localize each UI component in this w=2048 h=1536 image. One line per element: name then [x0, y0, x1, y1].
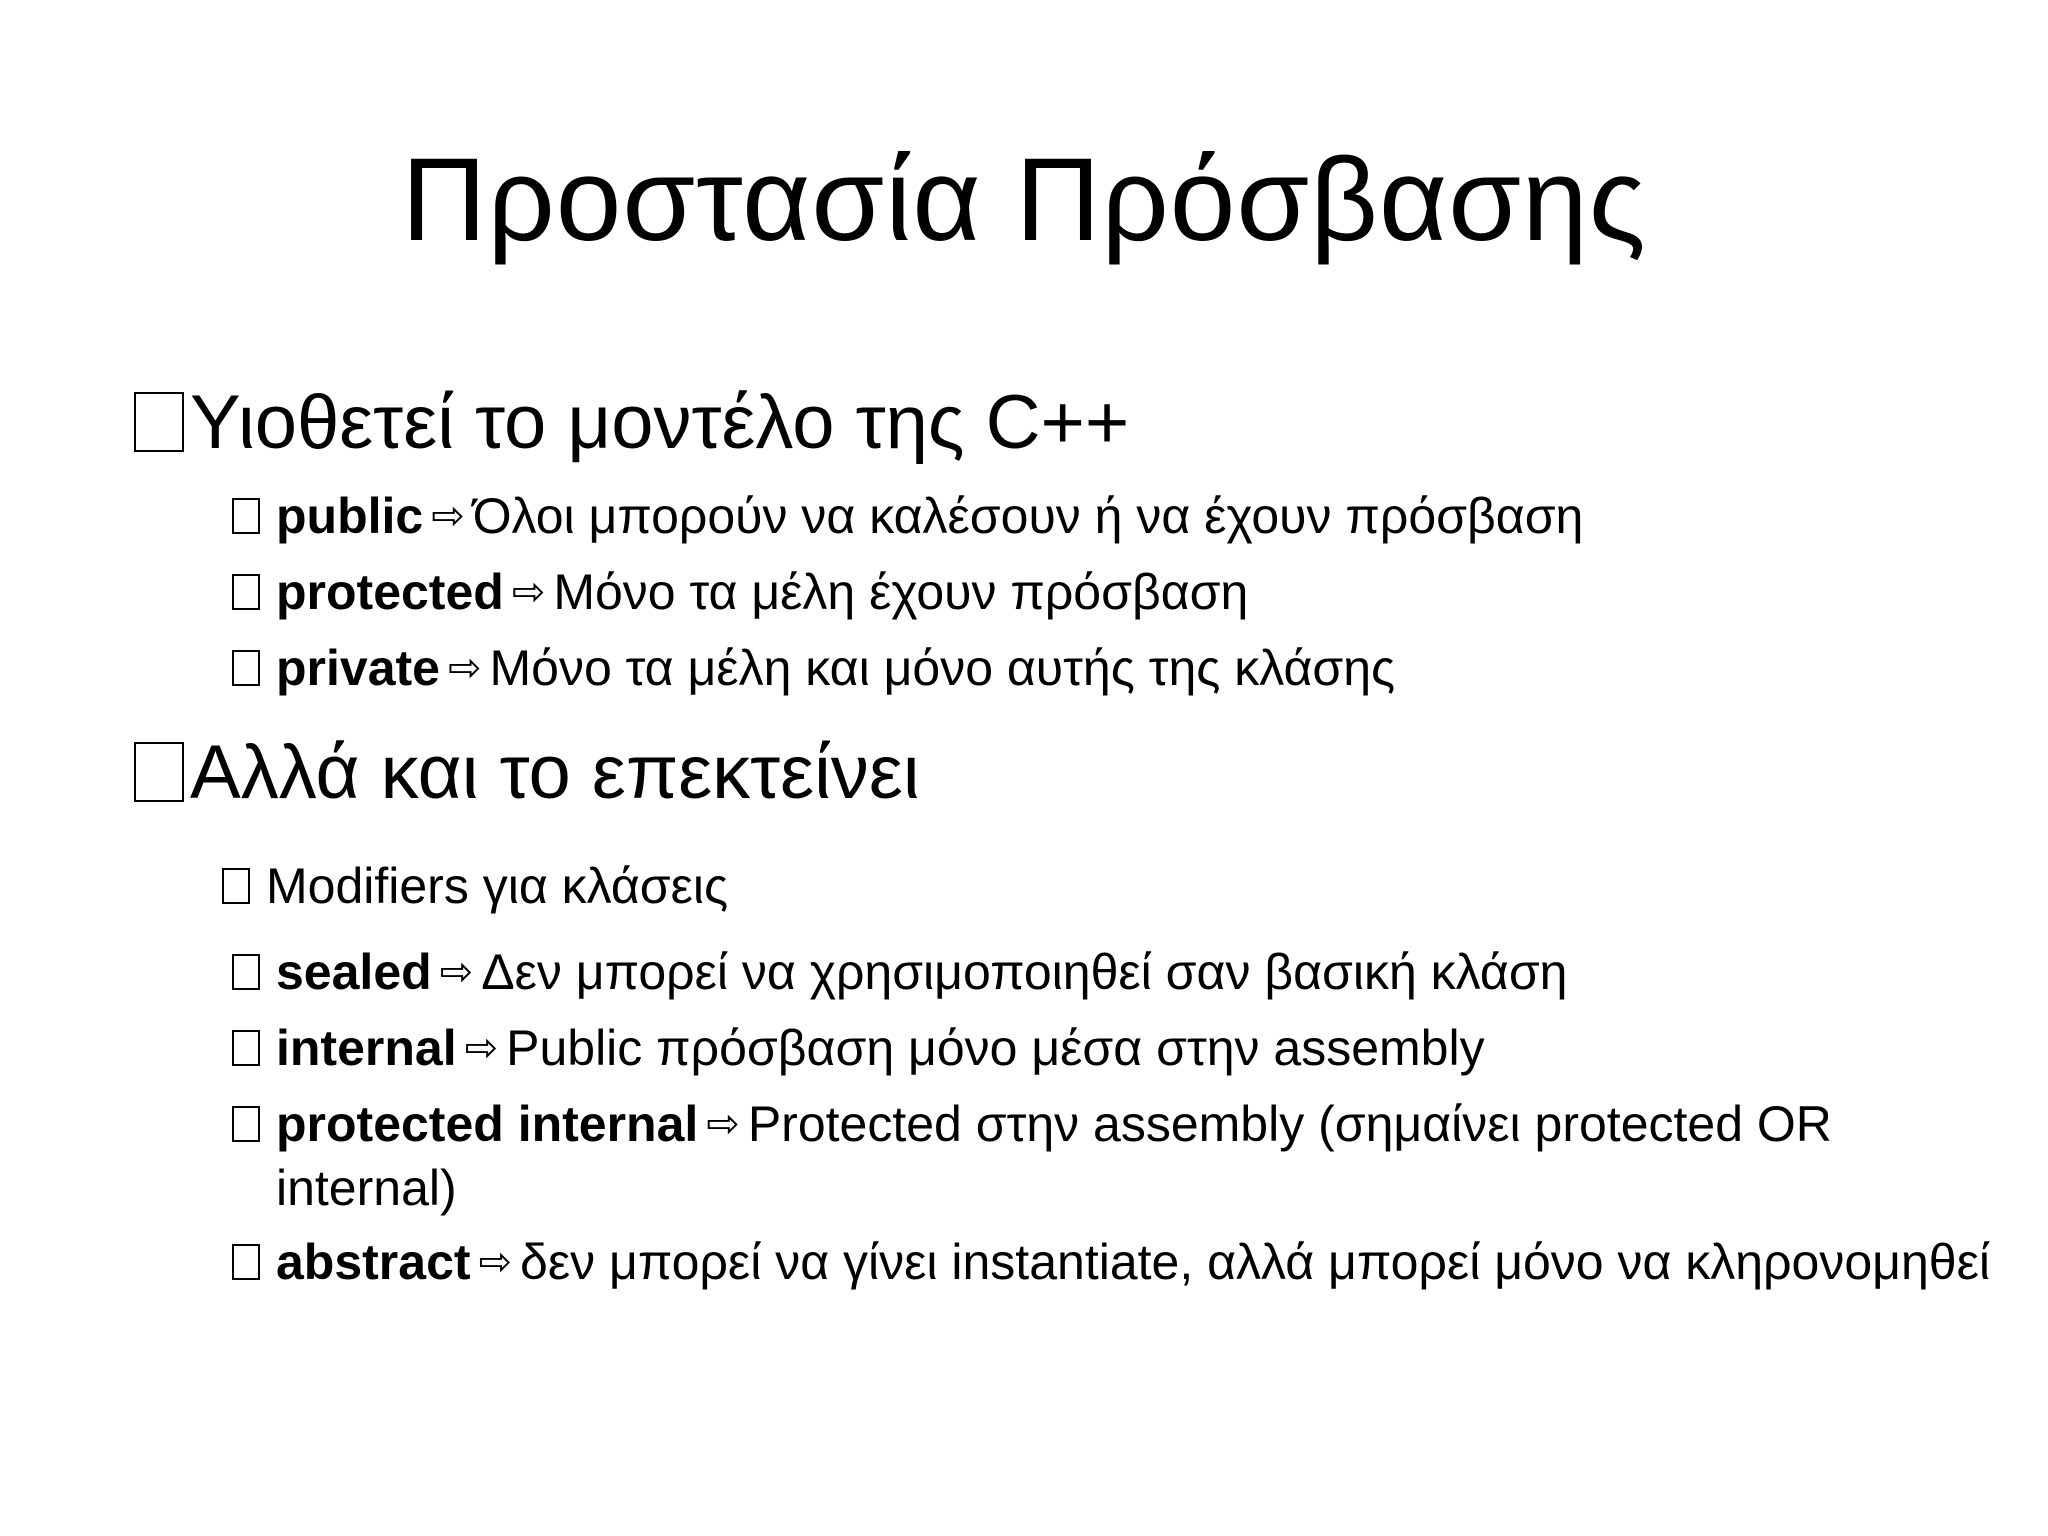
keyword-internal: internal [276, 1020, 457, 1076]
bullet-section-2 [134, 728, 920, 818]
arrow-right-icon: ⇨ [447, 646, 482, 690]
keyword-abstract: abstract [276, 1234, 471, 1290]
bullet-box-icon [232, 498, 260, 534]
item-description: Public πρόσβαση μόνο μέσα στην assembly [506, 1020, 1485, 1076]
item-description: Protected στην assembly (σημαίνει protected OR internal) [276, 1096, 1832, 1216]
bullet-box-icon [232, 954, 260, 990]
keyword-protected-internal: protected internal [276, 1096, 699, 1152]
bullet-box-icon [134, 392, 184, 452]
list-item [232, 942, 1992, 1006]
item-description: Μόνο τα μέλη έχουν πρόσβαση [553, 564, 1249, 620]
bullet-section-1 [134, 378, 1129, 468]
list-item [232, 1232, 1992, 1296]
section-2-heading: Αλλά και το επεκτείνει [190, 730, 920, 815]
arrow-right-icon: ⇨ [511, 570, 546, 614]
arrow-right-icon: ⇨ [431, 494, 465, 538]
bullet-box-icon [232, 650, 260, 686]
slide-title: Προστασία Πρόσβασης [401, 134, 1647, 266]
list-item-subheading [222, 856, 1982, 916]
list-item [232, 638, 1992, 702]
section-2-subheading: Modifiers για κλάσεις [266, 858, 729, 914]
keyword-private: private [276, 640, 440, 696]
bullet-box-icon [232, 1030, 260, 1066]
arrow-right-icon: ⇨ [464, 1026, 499, 1070]
bullet-box-icon [222, 868, 250, 904]
bullet-box-icon [232, 1244, 260, 1280]
bullet-box-icon [134, 742, 184, 802]
arrow-right-icon: ⇨ [439, 950, 474, 994]
item-description: Μόνο τα μέλη και μόνο αυτής της κλάσης [489, 640, 1396, 696]
item-description: Δεν μπορεί να χρησιμοποιηθεί σαν βασική κλάση [481, 944, 1568, 1000]
list-item [232, 486, 1992, 550]
bullet-box-icon [232, 1106, 260, 1142]
keyword-public: public [276, 488, 424, 544]
bullet-box-icon [232, 574, 260, 610]
section-1-heading: Υιοθετεί το μοντέλο της C++ [190, 380, 1130, 465]
keyword-protected: protected [276, 564, 504, 620]
keyword-sealed: sealed [276, 944, 432, 1000]
list-item [232, 1018, 1992, 1082]
arrow-right-icon: ⇨ [706, 1102, 740, 1146]
arrow-right-icon: ⇨ [478, 1240, 513, 1284]
item-description: Όλοι μπορούν να καλέσουν ή να έχουν πρόσβαση [472, 488, 1584, 544]
list-item [232, 562, 1992, 626]
list-item [232, 1094, 1992, 1218]
item-description: δεν μπορεί να γίνει instantiate, αλλά μπορεί μόνο να κληρονομηθεί [520, 1234, 1990, 1290]
